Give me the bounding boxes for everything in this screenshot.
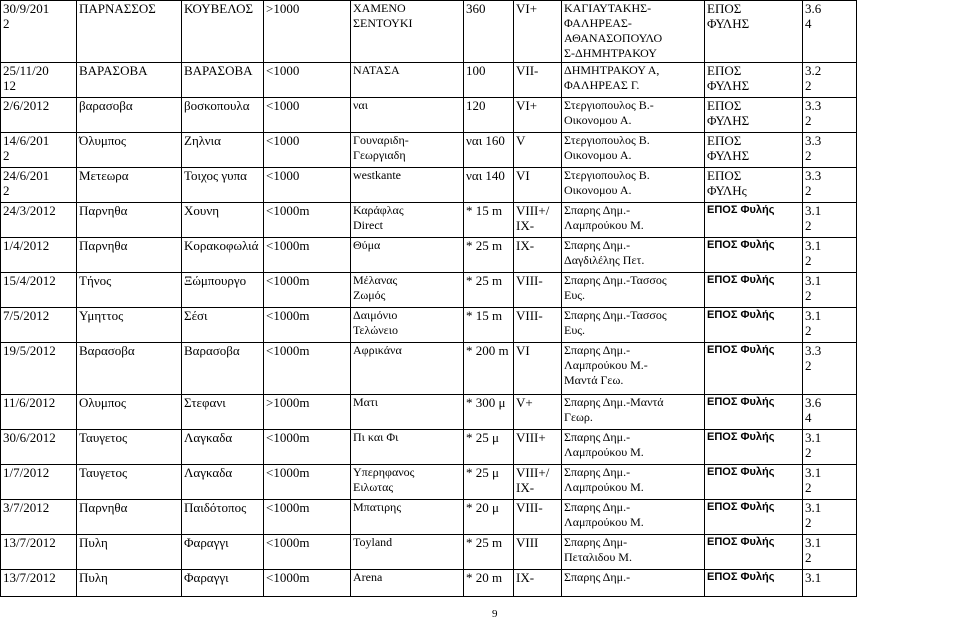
cell-date: 24/3/2012 (1, 203, 77, 238)
cell-depth: <1000 (264, 168, 351, 203)
cell-score: 3.1 2 (803, 430, 857, 465)
cell-name: Στεφανι (182, 395, 264, 430)
cell-date: 1/4/2012 (1, 238, 77, 273)
cell-area: Όλυμπος (77, 133, 182, 168)
cell-date: 13/7/2012 (1, 570, 77, 597)
cell-club: ΕΠΟΣ Φυλής (705, 203, 803, 238)
cell-score: 3.3 2 (803, 98, 857, 133)
cell-team: Σπαρης Δημ.- Λαμπρούκου Μ. (562, 430, 705, 465)
cell-name: Λαγκαδα (182, 430, 264, 465)
cell-area: Βαρασοβα (77, 343, 182, 395)
cell-date: 30/6/2012 (1, 430, 77, 465)
cell-score: 3.3 2 (803, 168, 857, 203)
table-row (1, 63, 857, 98)
cell-team: Σπαρης Δημ.- Λαμπρούκου Μ. (562, 500, 705, 535)
cell-entrance: ΝΑΤΑΣΑ (351, 63, 464, 98)
cell-depth: >1000 (264, 1, 351, 63)
cell-grade: VIII+ (514, 430, 562, 465)
cell-entrance: Καράφλας Direct (351, 203, 464, 238)
cell-area: Πυλη (77, 570, 182, 597)
cell-score: 3.3 2 (803, 133, 857, 168)
cell-date: 3/7/2012 (1, 500, 77, 535)
cell-depth: <1000m (264, 343, 351, 395)
cell-depth: <1000m (264, 500, 351, 535)
cell-entrance: Θύμα (351, 238, 464, 273)
cell-entrance: Arena (351, 570, 464, 597)
cell-grade: IX- (514, 570, 562, 597)
cell-date: 11/6/2012 (1, 395, 77, 430)
cell-area: Μετεωρα (77, 168, 182, 203)
cell-score: 3.1 2 (803, 203, 857, 238)
cell-depth: <1000 (264, 133, 351, 168)
cell-name: Παιδότοπος (182, 500, 264, 535)
table-row (1, 535, 857, 570)
cell-area: Υμηττος (77, 308, 182, 343)
cell-length: * 25 μ (464, 465, 514, 500)
cell-team: Σπαρης Δημ.-Μαντά Γεωρ. (562, 395, 705, 430)
cell-grade: VII- (514, 63, 562, 98)
cell-area: Ταυγετος (77, 430, 182, 465)
table-row (1, 98, 857, 133)
cell-entrance: ναι (351, 98, 464, 133)
cell-entrance: Ματι (351, 395, 464, 430)
cell-name: Τοιχος γυπα (182, 168, 264, 203)
cell-club: ΕΠΟΣ ΦΥΛΗΣ (705, 133, 803, 168)
cell-length: * 15 m (464, 203, 514, 238)
cell-team: Σπαρης Δημ.-Τασσος Ευς. (562, 308, 705, 343)
cell-score: 3.6 4 (803, 1, 857, 63)
cell-name: Βαρασοβα (182, 343, 264, 395)
cell-club: ΕΠΟΣ Φυλής (705, 430, 803, 465)
table-row (1, 430, 857, 465)
cell-grade: VI+ (514, 98, 562, 133)
cell-entrance: Μπατιρης (351, 500, 464, 535)
cell-team: Σπαρης Δημ.-Τασσος Ευς. (562, 273, 705, 308)
cell-date: 24/6/201 2 (1, 168, 77, 203)
cell-name: Φαραγγι (182, 535, 264, 570)
cell-length: * 25 m (464, 535, 514, 570)
cell-area: ΒΑΡΑΣΟΒΑ (77, 63, 182, 98)
cell-grade: VIII- (514, 308, 562, 343)
cell-area: Τήνος (77, 273, 182, 308)
cell-length: 360 (464, 1, 514, 63)
cell-team: Στεργιοπουλος Β. Οικονομου Α. (562, 133, 705, 168)
cell-grade: VIII+/ IX- (514, 465, 562, 500)
cell-score: 3.3 2 (803, 343, 857, 395)
cell-grade: VIII (514, 535, 562, 570)
cell-team: ΔΗΜΗΤΡΑΚΟΥ Α, ΦΑΛΗΡΕΑΣ Γ. (562, 63, 705, 98)
cell-score: 3.1 2 (803, 238, 857, 273)
cell-name: ΒΑΡΑΣΟΒΑ (182, 63, 264, 98)
cell-depth: <1000m (264, 273, 351, 308)
cell-score: 3.1 2 (803, 465, 857, 500)
cell-length: * 25 m (464, 238, 514, 273)
cell-length: * 20 m (464, 570, 514, 597)
cell-club: ΕΠΟΣ Φυλής (705, 500, 803, 535)
cell-team: Στεργιοπουλος Β.- Οικονομου Α. (562, 98, 705, 133)
cell-team: ΚΑΓΙΑΥΤΑΚΗΣ- ΦΑΛΗΡΕΑΣ- ΑΘΑΝΑΣΟΠΟΥΛΟ Σ-ΔΗΜΗΤΡΑΚΟΥ (562, 1, 705, 63)
cell-depth: <1000m (264, 203, 351, 238)
cell-depth: >1000m (264, 395, 351, 430)
cell-club: ΕΠΟΣ Φυλής (705, 308, 803, 343)
cell-date: 7/5/2012 (1, 308, 77, 343)
table-row (1, 308, 857, 343)
cell-depth: <1000m (264, 570, 351, 597)
cell-score: 3.1 2 (803, 273, 857, 308)
cell-area: ΠΑΡΝΑΣΣΟΣ (77, 1, 182, 63)
cell-grade: V (514, 133, 562, 168)
cell-grade: VI (514, 168, 562, 203)
cell-entrance: westkante (351, 168, 464, 203)
cell-team: Σπαρης Δημ.- Λαμπρούκου Μ. (562, 465, 705, 500)
cell-team: Σπαρης Δημ.- Λαμπρούκου Μ. (562, 203, 705, 238)
cell-club: ΕΠΟΣ Φυλής (705, 465, 803, 500)
cell-name: Ζηλνια (182, 133, 264, 168)
cell-name: Κορακοφωλιά (182, 238, 264, 273)
cell-grade: VI (514, 343, 562, 395)
cell-grade: IX- (514, 238, 562, 273)
cell-date: 25/11/20 12 (1, 63, 77, 98)
cell-date: 15/4/2012 (1, 273, 77, 308)
cell-area: Ολυμπος (77, 395, 182, 430)
cell-length: * 15 m (464, 308, 514, 343)
cell-area: Πυλη (77, 535, 182, 570)
cell-score: 3.1 2 (803, 535, 857, 570)
table-row (1, 465, 857, 500)
cell-length: * 200 m (464, 343, 514, 395)
cell-club: ΕΠΟΣ ΦΥΛΗΣ (705, 63, 803, 98)
cell-club: ΕΠΟΣ ΦΥΛΗς (705, 168, 803, 203)
cell-area: Παρνηθα (77, 203, 182, 238)
cell-name: Ξώμπουργο (182, 273, 264, 308)
cell-area: Ταυγετος (77, 465, 182, 500)
cell-length: * 25 m (464, 273, 514, 308)
cell-club: ΕΠΟΣ Φυλής (705, 343, 803, 395)
table-row (1, 133, 857, 168)
cell-date: 19/5/2012 (1, 343, 77, 395)
cell-club: ΕΠΟΣ ΦΥΛΗΣ (705, 98, 803, 133)
cell-length: ναι 160 (464, 133, 514, 168)
cell-club: ΕΠΟΣ Φυλής (705, 535, 803, 570)
cell-depth: <1000m (264, 465, 351, 500)
cell-length: ναι 140 (464, 168, 514, 203)
cell-entrance: Toyland (351, 535, 464, 570)
table-row (1, 395, 857, 430)
cell-team: Στεργιοπουλος Β. Οικονομου Α. (562, 168, 705, 203)
cell-name: Φαραγγι (182, 570, 264, 597)
cell-length: * 300 μ (464, 395, 514, 430)
cell-entrance: Πι και Φι (351, 430, 464, 465)
table-body (1, 1, 857, 597)
table-row (1, 203, 857, 238)
table-row (1, 1, 857, 63)
cell-date: 13/7/2012 (1, 535, 77, 570)
cell-club: ΕΠΟΣ Φυλής (705, 395, 803, 430)
cell-club: ΕΠΟΣ Φυλής (705, 273, 803, 308)
cell-grade: VIII- (514, 500, 562, 535)
cell-entrance: Γουναριδη- Γεωργιαδη (351, 133, 464, 168)
cell-date: 2/6/2012 (1, 98, 77, 133)
cell-entrance: ΧΑΜΕΝΟ ΣΕΝΤΟΥΚΙ (351, 1, 464, 63)
cell-date: 14/6/201 2 (1, 133, 77, 168)
table-row (1, 273, 857, 308)
cell-grade: VIII+/ IX- (514, 203, 562, 238)
cell-score: 3.1 (803, 570, 857, 597)
cell-name: ΚΟΥΒΕΛΟΣ (182, 1, 264, 63)
cell-club: ΕΠΟΣ ΦΥΛΗΣ (705, 1, 803, 63)
cell-length: 100 (464, 63, 514, 98)
cell-name: Σέσι (182, 308, 264, 343)
cell-score: 3.1 2 (803, 500, 857, 535)
cell-depth: <1000m (264, 535, 351, 570)
cell-depth: <1000m (264, 238, 351, 273)
cell-name: Λαγκαδα (182, 465, 264, 500)
cell-length: * 25 μ (464, 430, 514, 465)
cell-score: 3.6 4 (803, 395, 857, 430)
cell-name: βοσκοπουλα (182, 98, 264, 133)
cell-depth: <1000 (264, 63, 351, 98)
table-row (1, 343, 857, 395)
table-row (1, 570, 857, 597)
cell-entrance: Υπερηφανος Ειλωτας (351, 465, 464, 500)
cell-date: 1/7/2012 (1, 465, 77, 500)
cell-name: Χουνη (182, 203, 264, 238)
table-row (1, 500, 857, 535)
cell-depth: <1000 (264, 98, 351, 133)
cell-date: 30/9/201 2 (1, 1, 77, 63)
cell-team: Σπαρης Δημ- Πεταλιδου Μ. (562, 535, 705, 570)
cell-length: 120 (464, 98, 514, 133)
cell-depth: <1000m (264, 308, 351, 343)
cell-score: 3.1 2 (803, 308, 857, 343)
cell-entrance: Αφρικάνα (351, 343, 464, 395)
cell-grade: VIII- (514, 273, 562, 308)
cell-area: Παρνηθα (77, 500, 182, 535)
table-row (1, 168, 857, 203)
cell-team: Σπαρης Δημ.- Λαμπρούκου Μ.- Μαντά Γεω. (562, 343, 705, 395)
cell-area: βαρασοβα (77, 98, 182, 133)
page-number: 9 (492, 608, 498, 620)
cell-depth: <1000m (264, 430, 351, 465)
cell-club: ΕΠΟΣ Φυλής (705, 570, 803, 597)
cell-entrance: Δαιμόνιο Τελώνειο (351, 308, 464, 343)
table-row (1, 238, 857, 273)
cell-length: * 20 μ (464, 500, 514, 535)
cell-grade: VI+ (514, 1, 562, 63)
cell-club: ΕΠΟΣ Φυλής (705, 238, 803, 273)
cell-team: Σπαρης Δημ.- (562, 570, 705, 597)
cell-grade: V+ (514, 395, 562, 430)
cell-area: Παρνηθα (77, 238, 182, 273)
cell-entrance: Μέλανας Ζωμός (351, 273, 464, 308)
cell-team: Σπαρης Δημ.- Δαγδιλέλης Πετ. (562, 238, 705, 273)
cell-score: 3.2 2 (803, 63, 857, 98)
